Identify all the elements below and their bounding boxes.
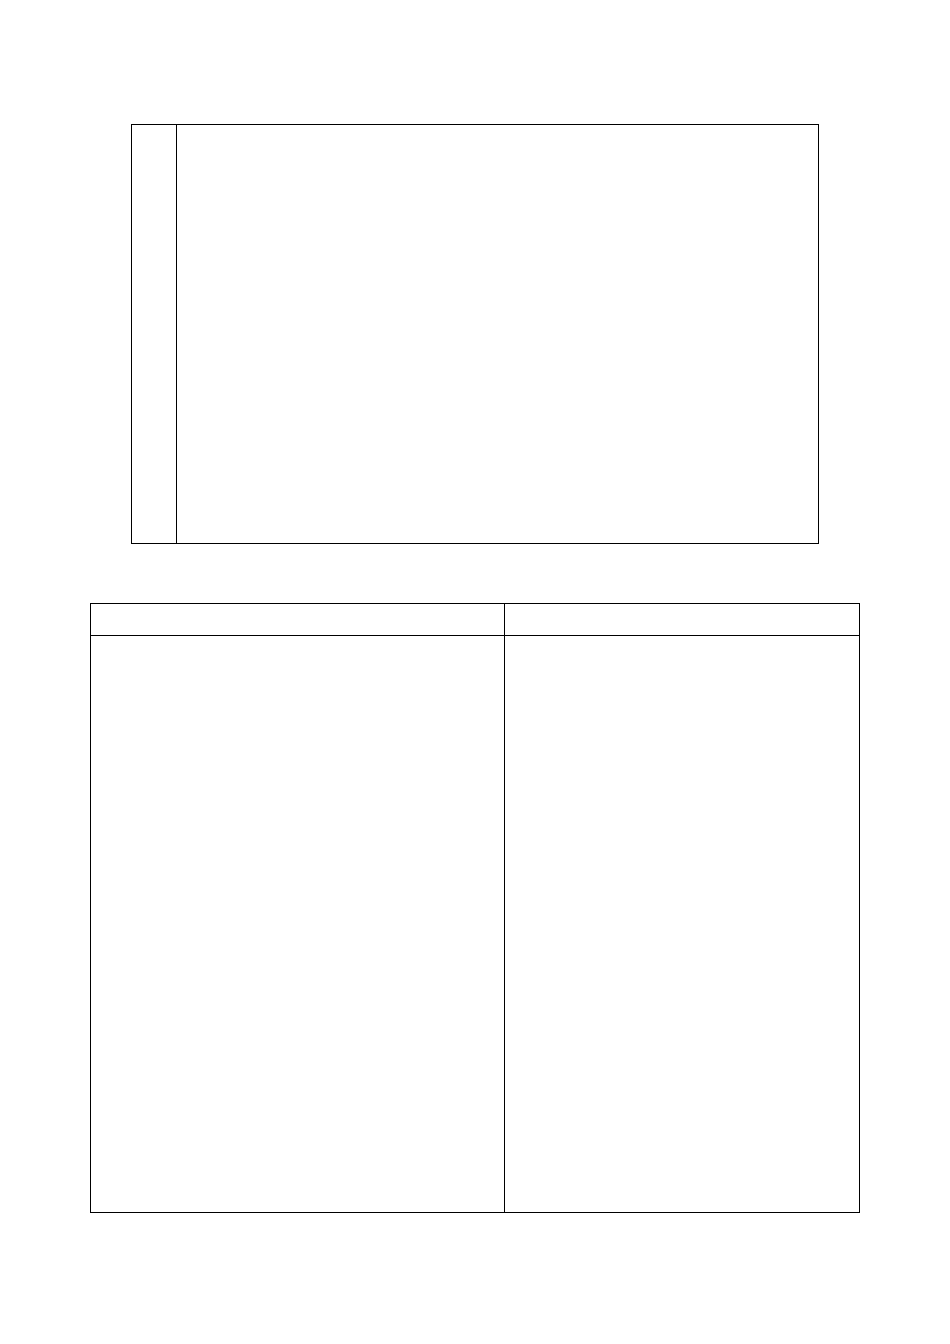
word-forms-table (131, 124, 819, 544)
header-phrase-practice (505, 604, 859, 635)
header-divider (91, 635, 859, 636)
table-label-column (132, 125, 177, 543)
phrase-table (90, 603, 860, 1213)
column-divider (504, 604, 505, 1212)
header-phrase-translation (91, 604, 505, 635)
